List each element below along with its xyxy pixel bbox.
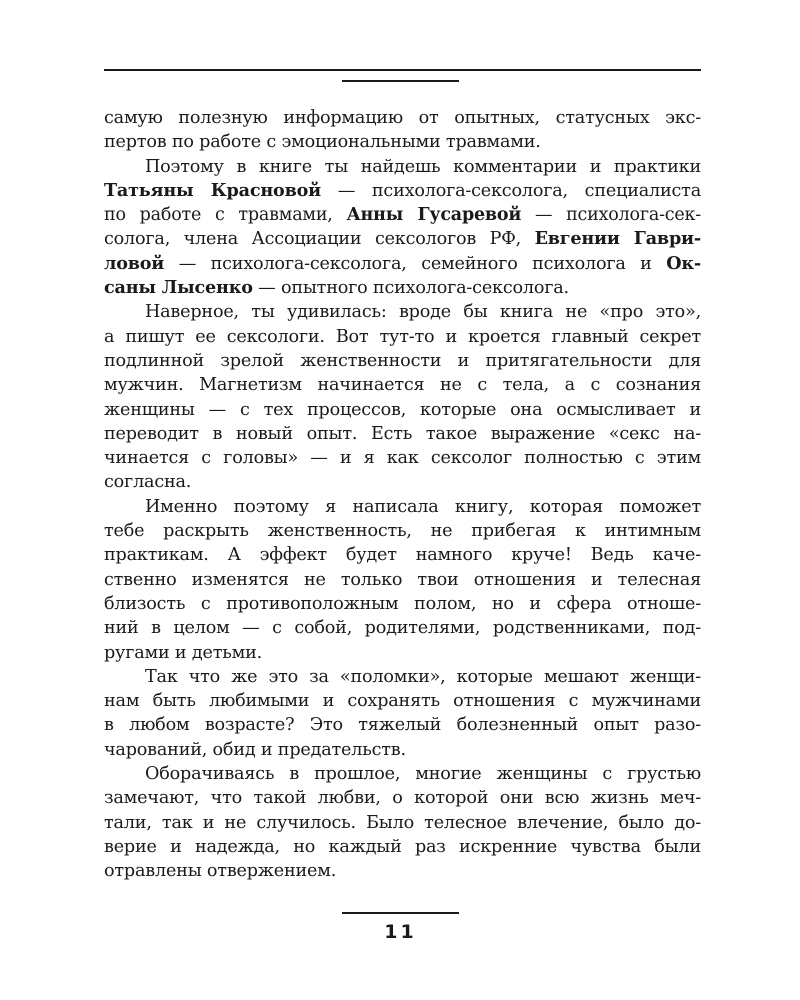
text-line: Татьяны Красновой — психолога-сексолога, специалиста — [104, 179, 701, 201]
text-line: женщины — с тех процессов, которые она осмысливает и — [104, 399, 701, 420]
text-line: нам быть любимыми и сохранять отношения с мужчинами — [104, 691, 701, 712]
expert-name: Евгении Гаври- — [534, 228, 701, 250]
text-line: пертов по работе с эмоциональными травмами. — [104, 132, 541, 153]
expert-name: Анны Гусаревой — [346, 205, 522, 226]
text-line: замечают, что такой любви, о которой они всю жизнь меч- — [104, 788, 701, 809]
top-rule — [104, 69, 701, 71]
text-line: тебе раскрыть женственность, не прибегая к интимным — [104, 521, 701, 542]
text-line: практикам. А эффект будет намного круче! Ведь каче- — [104, 545, 701, 566]
text-line: Так что же это за «поломки», которые мешают женщи- — [145, 666, 701, 687]
text-line: Именно поэтому я написала книгу, которая поможет — [145, 496, 701, 517]
text-line: чарований, обид и предательств. — [104, 739, 406, 760]
expert-name: саны Лысенко — [104, 277, 253, 299]
text-line: ловой — психолога-сексолога, семейного психолога и Ок- — [104, 252, 701, 274]
body-text — [104, 106, 701, 884]
text-line: ственно изменятся не только твои отношения и телесная — [104, 569, 701, 590]
text-line: мужчин. Магнетизм начинается не с тела, а с сознания — [104, 375, 701, 396]
text-line: чинается с головы» — и я как сексолог полностью с этим — [104, 448, 701, 469]
text-line: по работе с травмами, Анны Гусаревой — психолога-сек- — [104, 205, 702, 226]
text-line: переводит в новый опыт. Есть такое выражение «секс на- — [104, 423, 701, 444]
text-line: верие и надежда, но каждый раз искренние чувства были — [104, 836, 701, 857]
text-line: подлинной зрелой женственности и притягательности для — [104, 350, 701, 371]
text-line: самую полезную информацию от опытных, статусных экс- — [104, 108, 701, 128]
text-line: согласна. — [104, 472, 192, 493]
expert-name: Ок- — [666, 252, 701, 274]
text-line: в любом возрасте? Это тяжелый болезненный опыт разо- — [104, 715, 701, 736]
text-line: отравлены отвержением. — [104, 861, 337, 882]
page-number: 11 — [384, 921, 417, 943]
text-line: ний в целом — с собой, родителями, родственниками, под- — [104, 618, 701, 639]
expert-name: Татьяны Красновой — [104, 179, 321, 201]
text-line: Оборачиваясь в прошлое, многие женщины с грустью — [145, 764, 701, 785]
text-line: Поэтому в книге ты найдешь комментарии и практики — [145, 156, 701, 177]
expert-name: ловой — [104, 252, 165, 274]
bottom-rule — [342, 912, 459, 914]
text-line: близость с противоположным полом, но и сфера отноше- — [104, 593, 701, 614]
text-line: ругами и детьми. — [104, 642, 263, 663]
text-line: а пишут ее сексологи. Вот тут-то и кроется главный секрет — [104, 326, 701, 347]
text-line: тали, так и не случилось. Было телесное влечение, было до- — [104, 812, 701, 833]
text-line: саны Лысенко — опытного психолога-сексолога. — [104, 277, 569, 299]
text-line: солога, члена Ассоциации сексологов РФ, Евгении Гаври- — [104, 228, 701, 250]
text-line: Наверное, ты удивилась: вроде бы книга не «про это», — [145, 302, 701, 323]
top-short-rule — [342, 80, 459, 82]
